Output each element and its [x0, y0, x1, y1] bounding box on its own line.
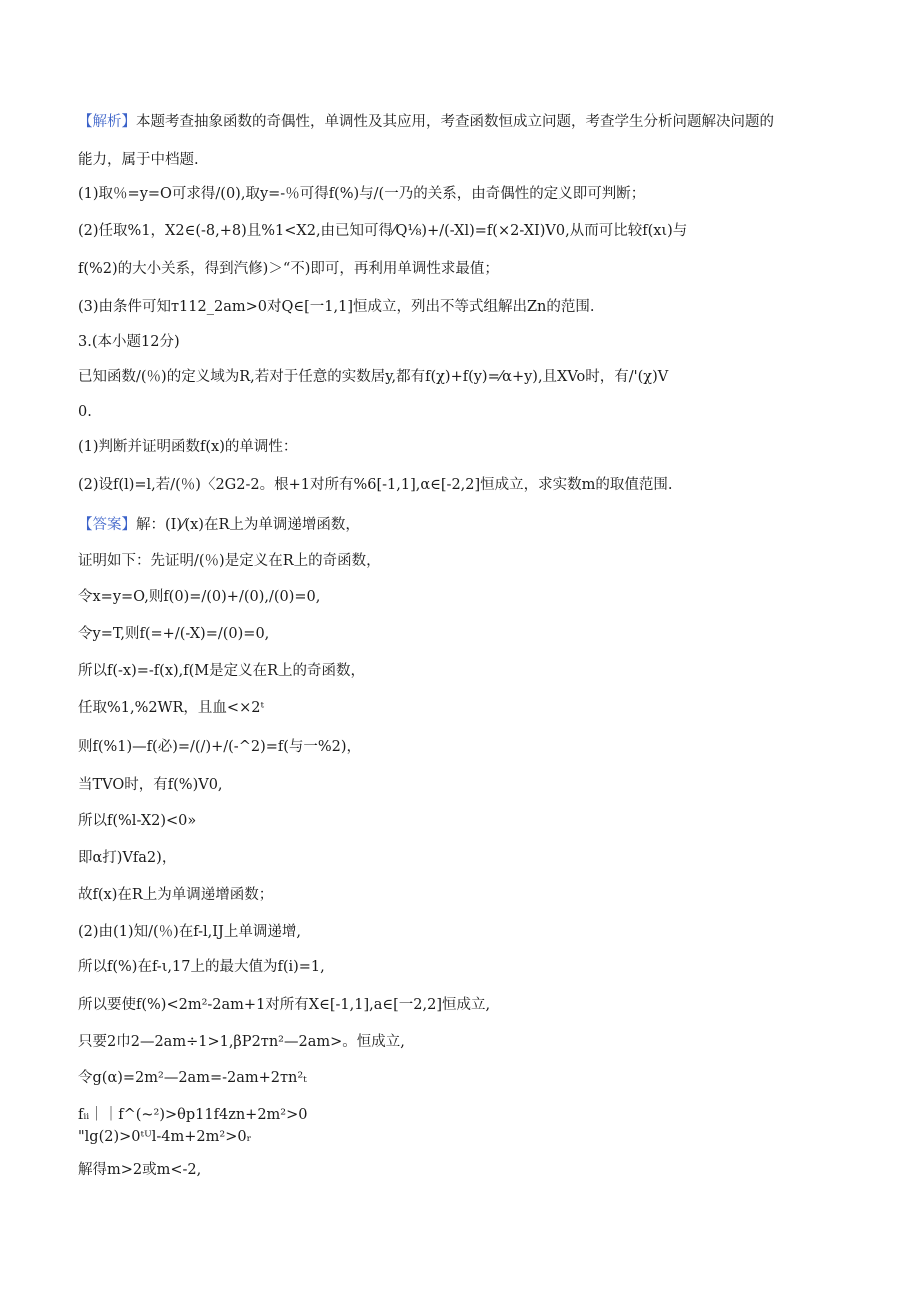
proof-line-6: 则f(%1)—f(必)=/(/)+/(-^2)=f(与一%2)，	[78, 739, 362, 755]
proof-line-5: 任取%1,%2WR，且血<×2ᵗ	[78, 700, 265, 716]
question-part-2: (2)设f(l)=l,若/(％)〈2G2-2。根+1对所有%6[-1,1],α∈[-2,2]恒成立，求实数m的取值范围.	[78, 477, 673, 493]
analysis-tag: 【解析】	[78, 114, 136, 130]
proof-line-9: 即α打)Vfa2)，	[78, 850, 177, 866]
analysis-step-3: (3)由条件可知т112_2am>0对Q∈[一1,1]恒成立，列出不等式组解出Zn的范围.	[78, 299, 595, 315]
proof-line-3: 令y=T,则f(=+/(-X)=/(0)=0,	[78, 626, 270, 642]
part2-line-3: 所以要使f(%)<2m²-2am+1对所有X∈[-1,1],a∈[一2,2]恒成立,	[78, 997, 491, 1013]
question-text-2: 0.	[78, 404, 92, 420]
answer-line	[78, 515, 360, 535]
proof-line-7: 当TVO时，有f(%)V0,	[78, 777, 223, 793]
analysis-line-2: 能力，属于中档题.	[78, 152, 199, 168]
proof-line-10: 故f(x)在R上为单调递增函数；	[78, 887, 274, 903]
question-part-1: (1)判断并证明函数f(x)的单调性：	[78, 439, 298, 455]
analysis-text: 本题考查抽象函数的奇偶性，单调性及其应用，考查函数恒成立问题，考查学生分析问题解决问题的	[136, 114, 774, 130]
proof-line-4: 所以f(-x)=-f(x),f(M是定义在R上的奇函数，	[78, 663, 366, 679]
part2-line-1: (2)由(1)知/(％)在f-l,IJ上单调递增,	[78, 924, 301, 940]
question-text-1: 已知函数/(％)的定义域为R,若对于任意的实数居y,都有f(χ)+f(y)=⁄α+y),且XVo时，有/'(χ)V	[78, 369, 669, 385]
analysis-step-1: (1)取％=y=O可求得/(0),取y=-％可得f(%)与/(一乃的关系，由奇偶性的定义即可判断；	[78, 186, 646, 202]
answer-tag: 【答案】	[78, 517, 136, 533]
part2-line-4: 只要2巾2—2am÷1>1,βP2тn²—2am>。恒成立,	[78, 1034, 405, 1050]
proof-line-2: 令x=y=O,则f(0)=/(0)+/(0),/(0)=0,	[78, 589, 321, 605]
analysis-line-1	[78, 112, 774, 132]
part2-line-2: 所以f(%)在f-ι,17上的最大值为f(i)=1,	[78, 959, 325, 975]
proof-line-8: 所以f(%l-X2)<0»	[78, 813, 197, 829]
answer-intro: 解：(I)⁄(x)在R上为单调递增函数，	[136, 517, 360, 533]
analysis-step-2a: (2)任取%1，X2∈(-8,+8)且%1<X2,由已知可得⁄Q⅛)+/(-Xl)=f(×2-XI)V0,从而可比较f(xι)与	[78, 223, 688, 239]
part2-line-8: 解得m>2或m<-2,	[78, 1162, 202, 1178]
part2-line-5: 令g(α)=2m²—2am=-2am+2тn²ₜ	[78, 1070, 307, 1086]
part2-line-7: "lg(2)>0ᵗᵁl-4m+2m²>0ᵣ	[78, 1129, 252, 1145]
question-header: 3.(本小题12分)	[78, 334, 180, 350]
analysis-step-2b: f(%2)的大小关系，得到汽修)＞“不)即可，再利用单调性求最值；	[78, 261, 499, 277]
proof-line-1: 证明如下：先证明/(％)是定义在R上的奇函数，	[78, 553, 381, 569]
part2-line-6: fᵢᵢ｜｜f^(~²)>θp11f4zn+2m²>0	[78, 1107, 308, 1123]
